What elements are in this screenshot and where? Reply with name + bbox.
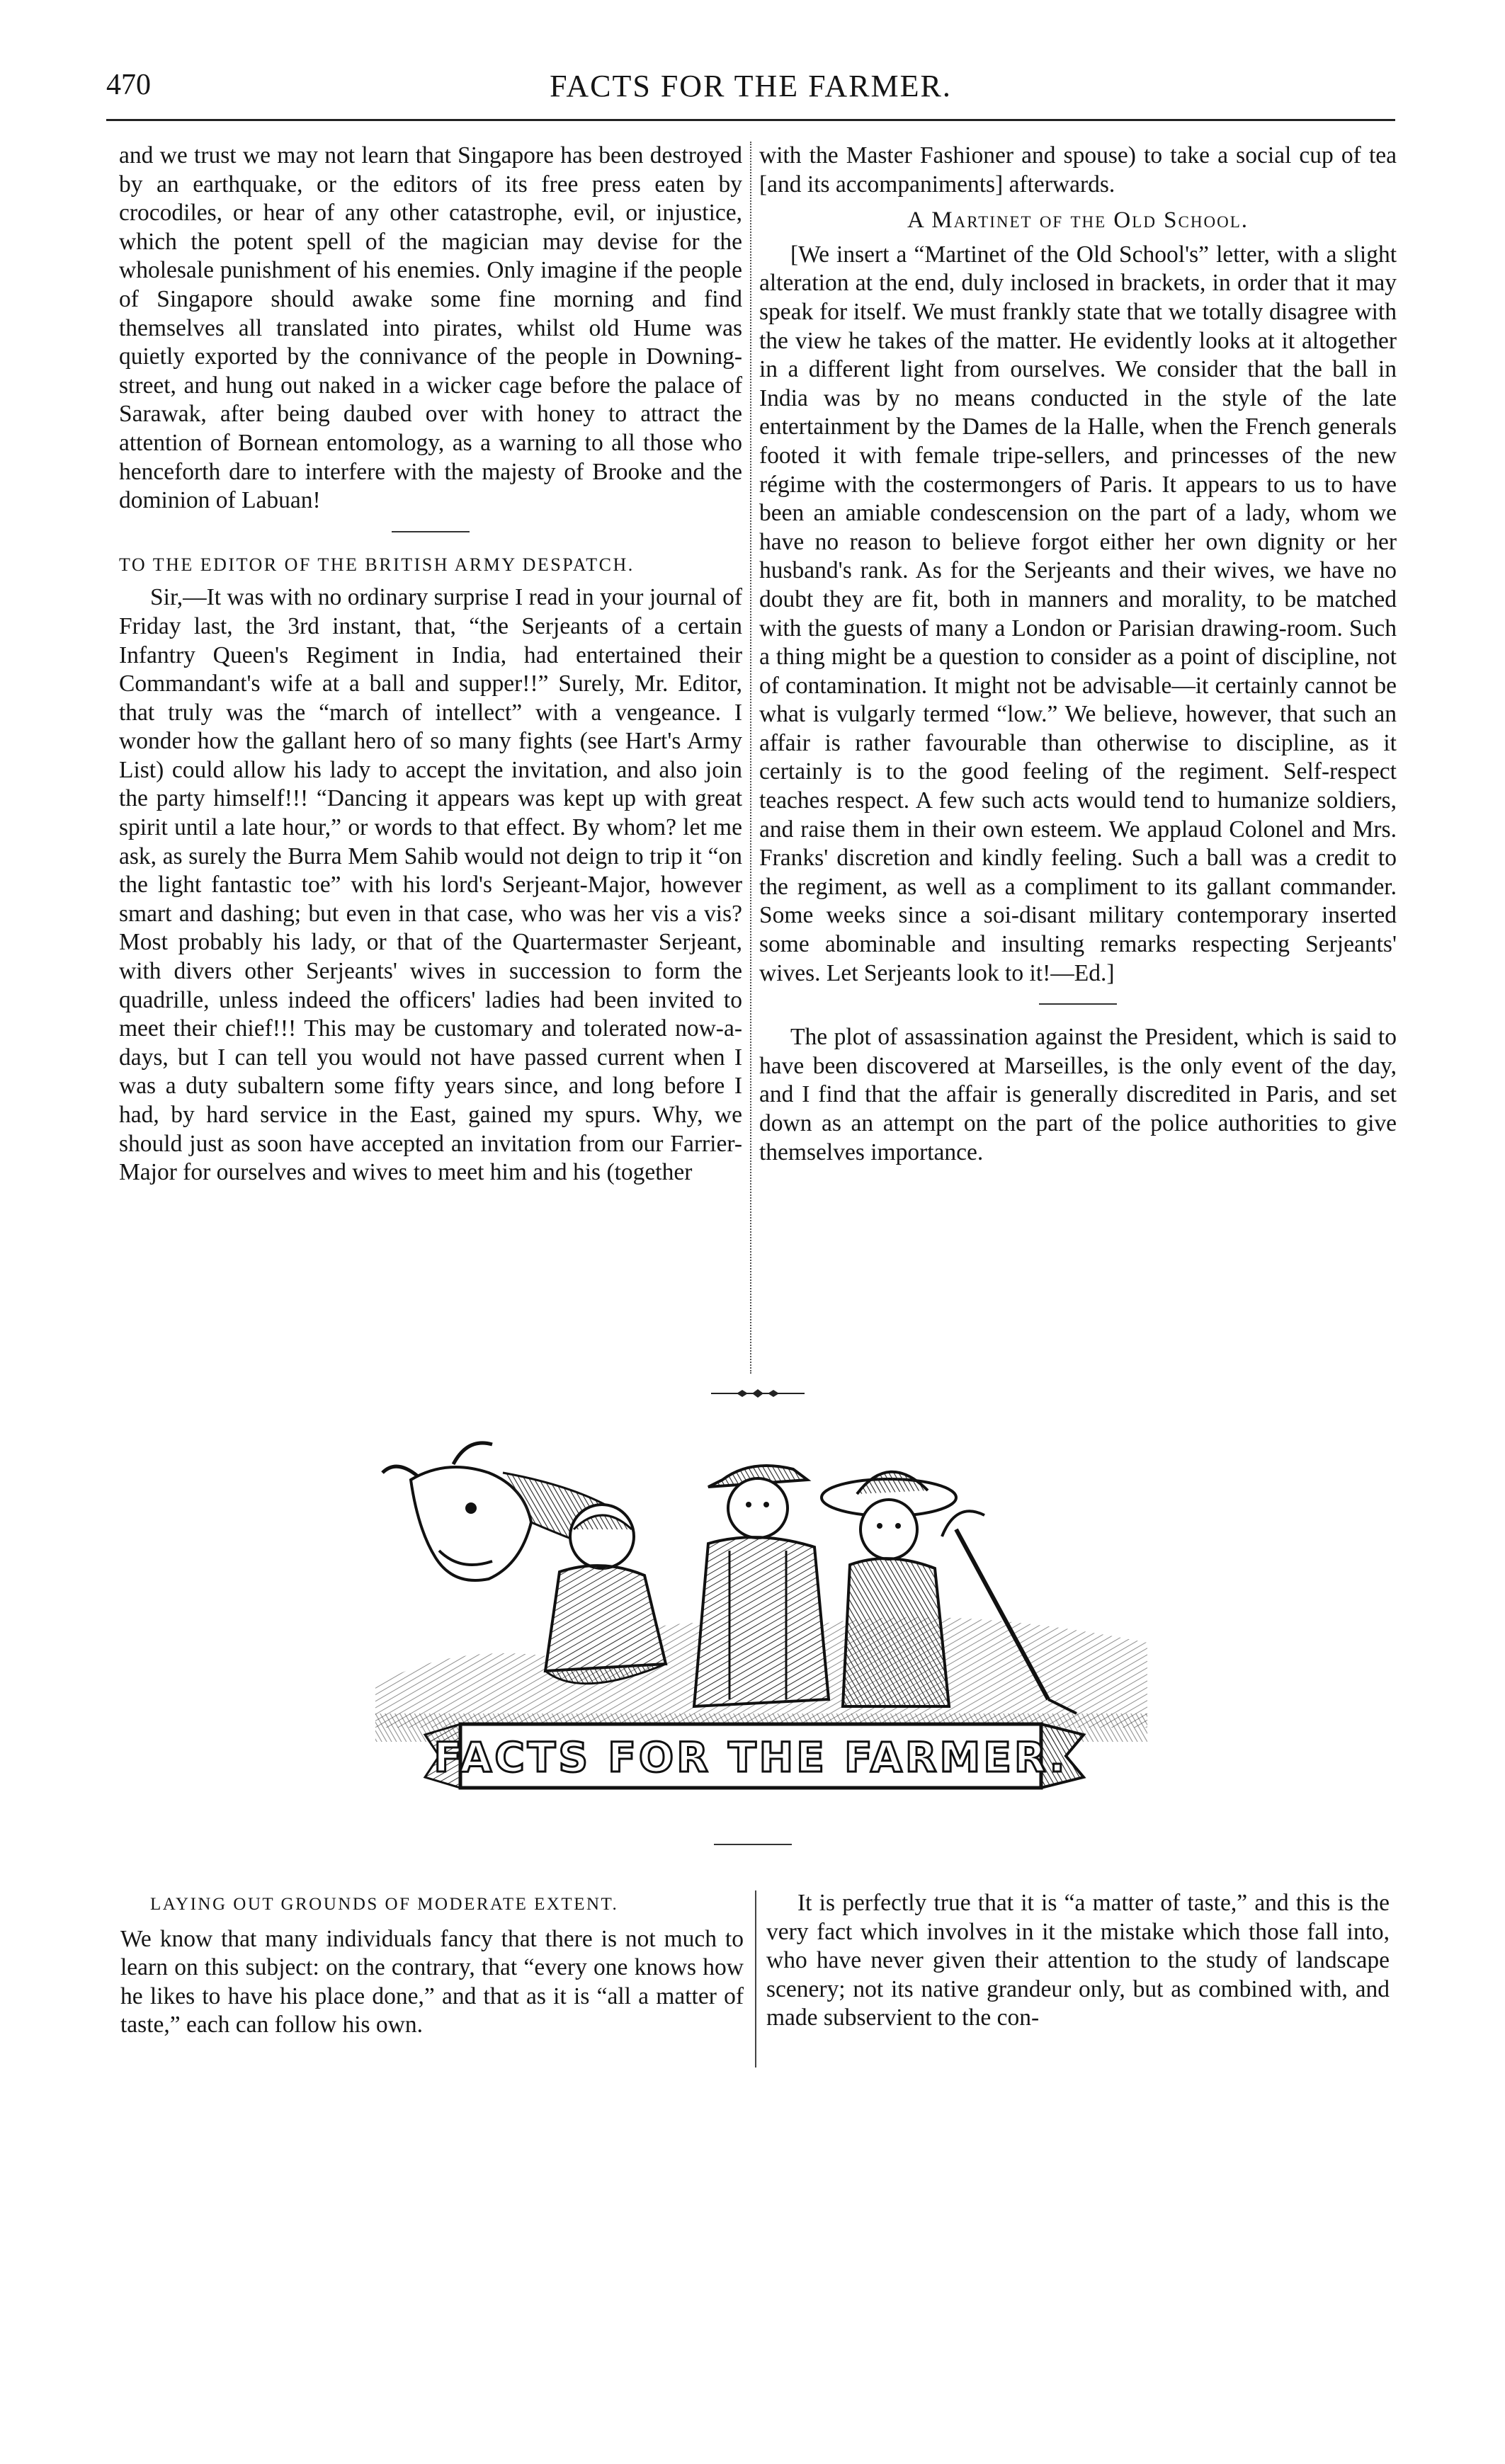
title-banner	[425, 1724, 1084, 1788]
lower-right-column	[766, 1889, 1390, 2073]
section-divider	[714, 1844, 792, 1845]
left-column	[119, 142, 742, 1381]
running-title: FACTS FOR THE FARMER.	[550, 69, 952, 103]
paragraph-continuation: with the Master Fashioner and spouse) to take a social cup of tea [and its accompaniments] afterwards.	[759, 142, 1397, 198]
farmers-vignette-illustration	[368, 1430, 1162, 1798]
editor-note: [We insert a “Martinet of the Old School's” letter, with a slight alteration at the end, duly inclosed in brackets, in order that it may speak for itself. We must frankly state that we totally disagree with the view he takes of the matter. He evidently looks at it altogether in a different light from ourselves. We consider that the ball in India was by no means conducted in the style of the late entertainment by the Dames de la Halle, when the French generals footed it with female tripe-sellers, and princesses of the new régime with the costermongers of Paris. It appears to us to have been an amiable condescension on the part of a lady, whom we have no reason to believe forgot either her own dignity or her husband's rank. As for the Serjeants and their wives, we have no doubt they are fit, both in manners and morality, to be matched with the guests of many a London or Parisian drawing-room. Such a thing might be a question to consider as a point of discipline, not of contamination. It might not be advisable—it certainly cannot be what is vulgarly termed “low.” We believe, however, that such an affair is rather favourable than otherwise to discipline, as it certainly is to the good feeling of the regiment. Self-respect teaches respect. A few such acts would tend to humanize soldiers, and raise them in their own esteem. We applaud Colonel and Mrs. Franks' discretion and kindly feeling. Such a ball was a credit to the regiment, as well as a compliment to its gallant commander. Some weeks since a soi-disant military contemporary inserted some abominable and insulting remarks respecting Serjeants' wives. Let Serjeants look to it!—Ed.]	[759, 241, 1397, 986]
ornament-divider	[708, 1386, 807, 1401]
paragraph-plot: The plot of assassination against the President, which is said to have been discovered at Marseilles, is the only event of the day, and I find that the affair is generally discredited in Paris, and set down as an attempt on the part of the police authorities to give themselves importance.	[759, 1024, 1397, 1165]
letter-body: Sir,—It was with no ordinary surprise I read in your journal of Friday last, the 3rd instant, that, “the Serjeants of a certain Infantry Queen's Regiment in India, had entertained their Commandant's wife at a ball and supper!!” Surely, Mr. Editor, that truly was the “march of intellect” with a vengeance. I wonder how the gallant hero of so many fights (see Hart's Army List) could allow his lady to accept the invitation, and also join the party himself!!! “Dancing it appears was kept up with great spirit until a late hour,” or words to that effect. By whom? let me ask, as surely the Burra Mem Sahib would not deign to trip it “on the light fantastic toe” with his lord's Serjeant-Major, however smart and dashing; but even in that case, who was her vis a vis? Most probably his lady, or that of the Quartermaster Serjeant, with divers other Serjeants' wives in succession to form the quadrille, unless indeed the officers' ladies had been invited to meet their chief!!! This may be customary and tolerated now-a-days, but I can tell you would not have passed current when I was a duty subaltern some fifty years since, and long before I had, by hard service in the East, gained my spurs. Why, we should just as soon have accepted an invitation from our Farrier-Major for ourselves and wives to meet him and his (together	[119, 584, 742, 1186]
running-head	[106, 68, 1395, 110]
column-divider	[755, 1890, 756, 2067]
right-column	[759, 142, 1397, 1381]
paragraph-matter-of-taste: It is perfectly true that it is “a matter of taste,” and this is the very fact which involves in it the mistake which those fall into, who have never given their attention to the study of landscape scenery; not its native grandeur only, but as combined with, and made subservient to the con-	[766, 1890, 1390, 2031]
standing-farmer-figure	[694, 1466, 829, 1706]
letter-heading: TO THE EDITOR OF THE BRITISH ARMY DESPATCH.	[119, 554, 635, 575]
section-heading: LAYING OUT GROUNDS OF MODERATE EXTENT.	[150, 1895, 619, 1914]
paragraph-grounds-intro: We know that many individuals fancy that there is not much to learn on this subject: on the contrary, that “every one knows how he likes to have his place done,” and that as it is “all a matter of taste,” each can follow his own.	[120, 1925, 744, 2038]
page-number: 470	[106, 69, 151, 101]
section-divider	[1039, 1003, 1117, 1005]
lower-left-column	[120, 1890, 744, 2075]
letter-signature: A Martinet of the Old School.	[907, 207, 1249, 234]
header-rule	[106, 119, 1395, 121]
banner-title: FACTS FOR THE FARMER.	[433, 1733, 1068, 1781]
section-divider	[392, 531, 470, 532]
paragraph-singapore: and we trust we may not learn that Singapore has been destroyed by an earthquake, or the editors of its free press eaten by crocodiles, or hear of any other catastrophe, evil, or injustice, which the potent spell of the magician may devise for the wholesale punishment of his enemies. Only imagine if the people of Singapore should awake some fine morning and find themselves all translated into pirates, whilst old Hume was quietly exported by the connivance of the people in Downing-street, and hung out naked in a wicker cage before the palace of Sarawak, after being daubed over with honey to attract the attention of Bornean entomology, as a warning to all those who henceforth dare to interfere with the majesty of Brooke and the dominion of Labuan!	[119, 142, 742, 514]
column-divider	[750, 142, 751, 1374]
